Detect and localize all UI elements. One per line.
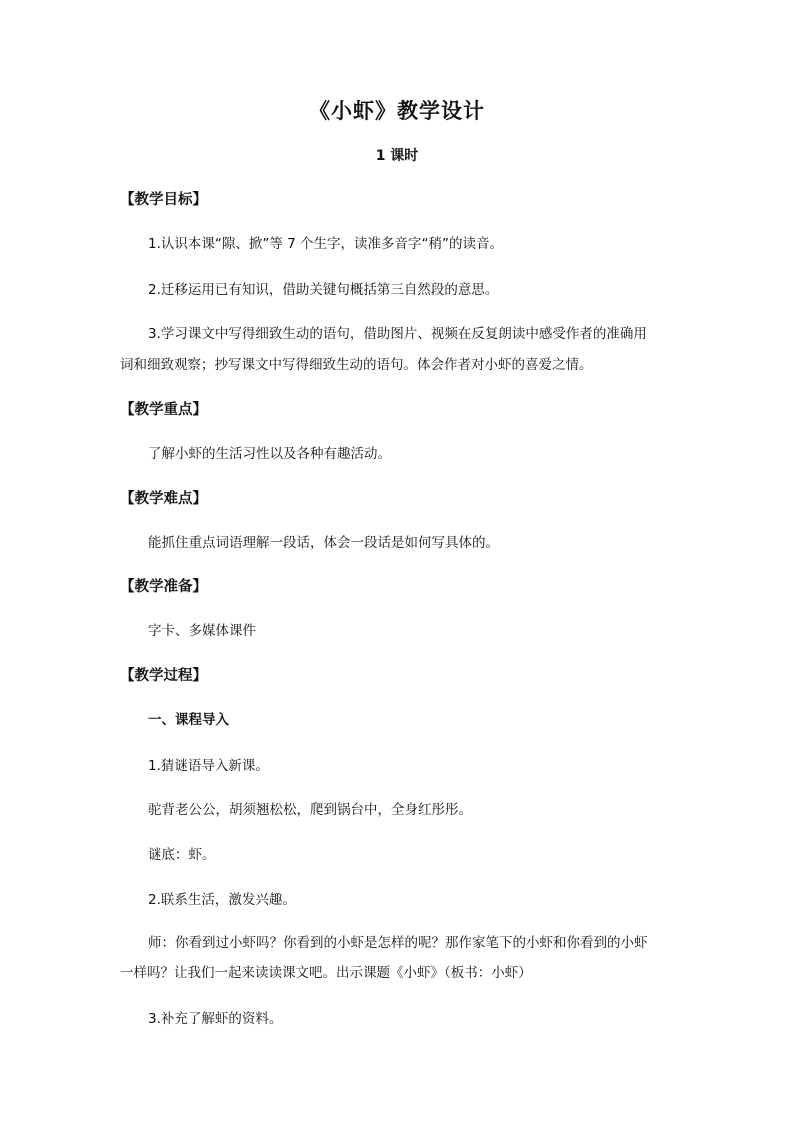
goal-item-2: 2.迁移运用已有知识，借助关键句概括第三自然段的意思。 (148, 282, 499, 298)
section-heading-key-points: 【教学重点】 (120, 402, 207, 418)
goal-item-1: 1.认识本课“隙、掀”等 7 个生字，读准多音字“稍”的读音。 (148, 236, 504, 252)
page-title: 《小虾》教学设计 (309, 99, 485, 123)
section-heading-difficulties: 【教学难点】 (120, 491, 207, 507)
goal-item-3-continued: 词和细致观察；抄写课文中写得细致生动的语句。体会作者对小虾的喜爱之情。 (120, 357, 593, 373)
goal-item-3: 3.学习课文中写得细致生动的语句，借助图片、视频在反复朗读中感受作者的准确用 (148, 326, 647, 342)
process-step1-title: 一、课程导入 (148, 712, 229, 728)
difficulties-text: 能抓住重点词语理解一段话，体会一段话是如何写具体的。 (148, 535, 499, 551)
process-line-1: 1.猜谜语导入新课。 (148, 758, 269, 774)
process-line-6: 3.补充了解虾的资料。 (148, 1011, 283, 1027)
process-line-4: 2.联系生活，激发兴趣。 (148, 892, 296, 908)
key-points-text: 了解小虾的生活习性以及各种有趣活动。 (148, 446, 391, 462)
process-line-3: 谜底：虾。 (148, 847, 216, 863)
section-heading-preparation: 【教学准备】 (120, 579, 207, 595)
process-line-5-continued: 一样吗？让我们一起来读读课文吧。出示课题《小虾》（板书：小虾） (120, 965, 532, 981)
page-subtitle: 1 课时 (375, 148, 419, 164)
section-heading-process: 【教学过程】 (120, 668, 207, 684)
section-heading-goals: 【教学目标】 (120, 192, 207, 208)
process-line-2: 驼背老公公，胡须翘松松，爬到锅台中，全身红彤彤。 (148, 802, 472, 818)
preparation-text: 字卡、多媒体课件 (148, 623, 256, 639)
process-line-5: 师：你看到过小虾吗？你看到的小虾是怎样的呢？那作家笔下的小虾和你看到的小虾 (148, 935, 648, 951)
